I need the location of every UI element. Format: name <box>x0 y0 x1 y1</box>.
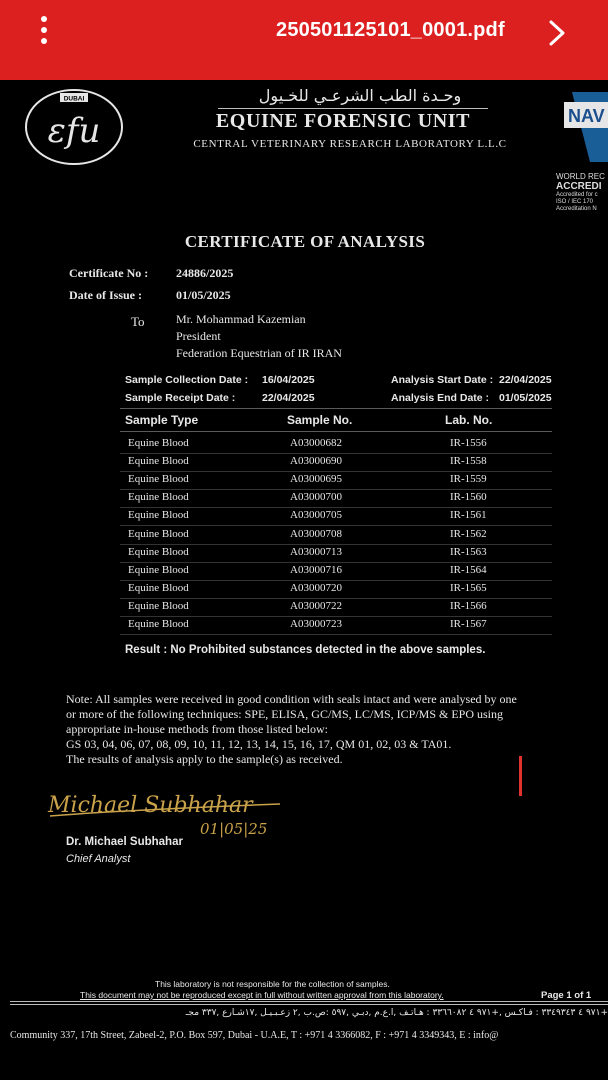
page-number: Page 1 of 1 <box>541 990 592 1001</box>
analysis-end-date: 01/05/2025 <box>499 392 552 404</box>
lab-no-cell: IR-1562 <box>450 527 487 540</box>
svg-text:DUBAI: DUBAI <box>63 95 85 103</box>
table-row <box>120 489 552 508</box>
note-line: appropriate in-house methods from those listed below: <box>66 722 328 736</box>
column-header-sample-no: Sample No. <box>287 413 353 427</box>
sample-type-cell: Equine Blood <box>128 563 189 576</box>
receipt-date: 22/04/2025 <box>262 392 315 404</box>
chevron-right-icon[interactable] <box>545 18 569 48</box>
analysis-note <box>66 692 596 767</box>
footer-address: Community 337, 17th Street, Zabeel-2, P.O. Box 597, Dubai - U.A.E, T : +971 4 3366082, F : +971 4 3349343, E : info@ <box>10 1030 499 1041</box>
sample-no-cell: A03000700 <box>290 491 342 504</box>
sample-no-cell: A03000705 <box>290 509 342 522</box>
table-row <box>120 562 552 581</box>
svg-text:εfu: εfu <box>47 111 101 151</box>
accreditation-logo <box>560 86 608 166</box>
sample-type-cell: Equine Blood <box>128 437 189 449</box>
receipt-date-label: Sample Receipt Date : <box>125 392 236 404</box>
table-row <box>120 580 552 599</box>
sample-type-cell: Equine Blood <box>128 491 189 504</box>
note-line: GS 03, 04, 06, 07, 08, 09, 10, 11, 12, 13, 14, 15, 16, 17, QM 01, 02, 03 & TA01. <box>66 737 452 751</box>
to-label: To <box>131 314 145 329</box>
issue-date: 01/05/2025 <box>176 288 231 302</box>
sample-type-cell: Equine Blood <box>128 599 189 612</box>
recipient-title: President <box>176 329 221 343</box>
lab-no-cell: IR-1565 <box>450 581 487 594</box>
issue-date-label: Date of Issue : <box>69 288 142 302</box>
lab-no-cell: IR-1556 <box>450 437 487 449</box>
certificate-title: CERTIFICATE OF ANALYSIS <box>184 232 426 251</box>
sample-type-cell: Equine Blood <box>128 509 189 522</box>
column-header-sample-type: Sample Type <box>125 413 199 427</box>
lab-no-cell: IR-1559 <box>450 473 487 486</box>
pdf-page[interactable] <box>0 80 608 1080</box>
analysis-start-label: Analysis Start Date : <box>391 374 494 386</box>
lab-no-cell: IR-1567 <box>450 618 487 630</box>
sample-no-cell: A03000708 <box>290 527 342 540</box>
org-subtitle: CENTRAL VETERINARY RESEARCH LABORATORY L.L.C <box>193 138 507 150</box>
analyst-role: Chief Analyst <box>66 853 131 865</box>
collection-date-label: Sample Collection Date : <box>125 374 249 386</box>
recipient-name: Mr. Mohammad Kazemian <box>176 312 306 326</box>
table-top-rule <box>120 408 552 409</box>
recipient-org: Federation Equestrian of IR IRAN <box>176 346 342 360</box>
sample-type-cell: Equine Blood <box>128 473 189 486</box>
sample-type-cell: Equine Blood <box>128 455 189 468</box>
header-divider <box>218 108 488 109</box>
footer-rule <box>10 1001 608 1005</box>
table-row <box>120 616 552 635</box>
lab-no-cell: IR-1561 <box>450 509 487 522</box>
sample-no-cell: A03000713 <box>290 545 342 558</box>
accreditation-logo-text: NAV <box>568 106 605 126</box>
sample-no-cell: A03000716 <box>290 563 342 576</box>
sample-no-cell: A03000682 <box>290 437 342 449</box>
accreditation-text: WORLD REC ACCREDI Accredited for c ISO / IEC 170 Accreditation N <box>556 172 605 212</box>
org-name: EQUINE FORENSIC UNIT <box>215 110 471 132</box>
lab-no-cell: IR-1563 <box>450 545 487 558</box>
analysis-end-label: Analysis End Date : <box>391 392 490 404</box>
sample-type-cell: Equine Blood <box>128 618 189 630</box>
analysis-start-date: 22/04/2025 <box>499 374 552 386</box>
file-name: 250501125101_0001.pdf <box>276 19 505 41</box>
red-pen-mark <box>519 756 522 796</box>
collection-date: 16/04/2025 <box>262 374 315 386</box>
sample-no-cell: A03000722 <box>290 599 342 612</box>
sample-no-cell: A03000690 <box>290 455 342 468</box>
lab-no-cell: IR-1560 <box>450 491 487 504</box>
result-statement: Result : No Prohibited substances detected in the above samples. <box>125 644 486 656</box>
column-header-lab-no: Lab. No. <box>445 413 493 427</box>
disclaimer-reproduction: This document may not be reproduced except in full without written approval from this laboratory. <box>80 990 444 1000</box>
table-row <box>120 507 552 526</box>
table-row <box>120 526 552 545</box>
viewer-toolbar <box>0 0 608 80</box>
sample-no-cell: A03000723 <box>290 618 342 630</box>
sample-no-cell: A03000720 <box>290 581 342 594</box>
sample-no-cell: A03000695 <box>290 473 342 486</box>
lab-no-cell: IR-1558 <box>450 455 487 468</box>
disclaimer-collection: This laboratory is not responsible for the collection of samples. <box>155 979 390 989</box>
table-row <box>120 435 552 454</box>
note-line: The results of analysis apply to the sample(s) as received. <box>66 752 343 766</box>
svg-text:Michael Subhahar: Michael Subhahar <box>48 793 253 818</box>
table-row <box>120 598 552 617</box>
org-name-arabic: وحـدة الطب الشرعـي للخـيول <box>258 86 462 105</box>
note-line: or more of the following techniques: SPE, ELISA, GC/MS, LC/MS, ICP/MS & EPO using <box>66 707 504 721</box>
sample-type-cell: Equine Blood <box>128 527 189 540</box>
certificate-no: 24886/2025 <box>176 266 234 280</box>
table-row <box>120 544 552 563</box>
lab-no-cell: IR-1564 <box>450 563 487 576</box>
svg-text:01|05|25: 01|05|25 <box>200 820 268 838</box>
table-header-rule <box>120 431 552 432</box>
table-row <box>120 471 552 490</box>
lab-no-cell: IR-1566 <box>450 599 487 612</box>
sample-type-cell: Equine Blood <box>128 581 189 594</box>
note-line: Note: All samples were received in good condition with seals intact and were analysed by one <box>66 692 517 706</box>
table-row <box>120 453 552 472</box>
footer-address-arabic: +٩٧١ ٤ ٣٣٤٩٣٤٣ : فـاكـس ,+٩٧١ ٤ ٣٣٦٦٠٨٢ : هـاتـف ,ا.ع.م ,دبـي ,٥٩٧ :ص.ب ,٢ زعـبـيـل ,١٧شـارع ,٣٣٧ مجـ <box>185 1008 608 1018</box>
more-vertical-icon[interactable] <box>36 16 52 50</box>
sample-type-cell: Equine Blood <box>128 545 189 558</box>
efu-logo <box>22 88 126 166</box>
certificate-no-label: Certificate No : <box>69 266 149 280</box>
analyst-name: Dr. Michael Subhahar <box>66 836 183 848</box>
